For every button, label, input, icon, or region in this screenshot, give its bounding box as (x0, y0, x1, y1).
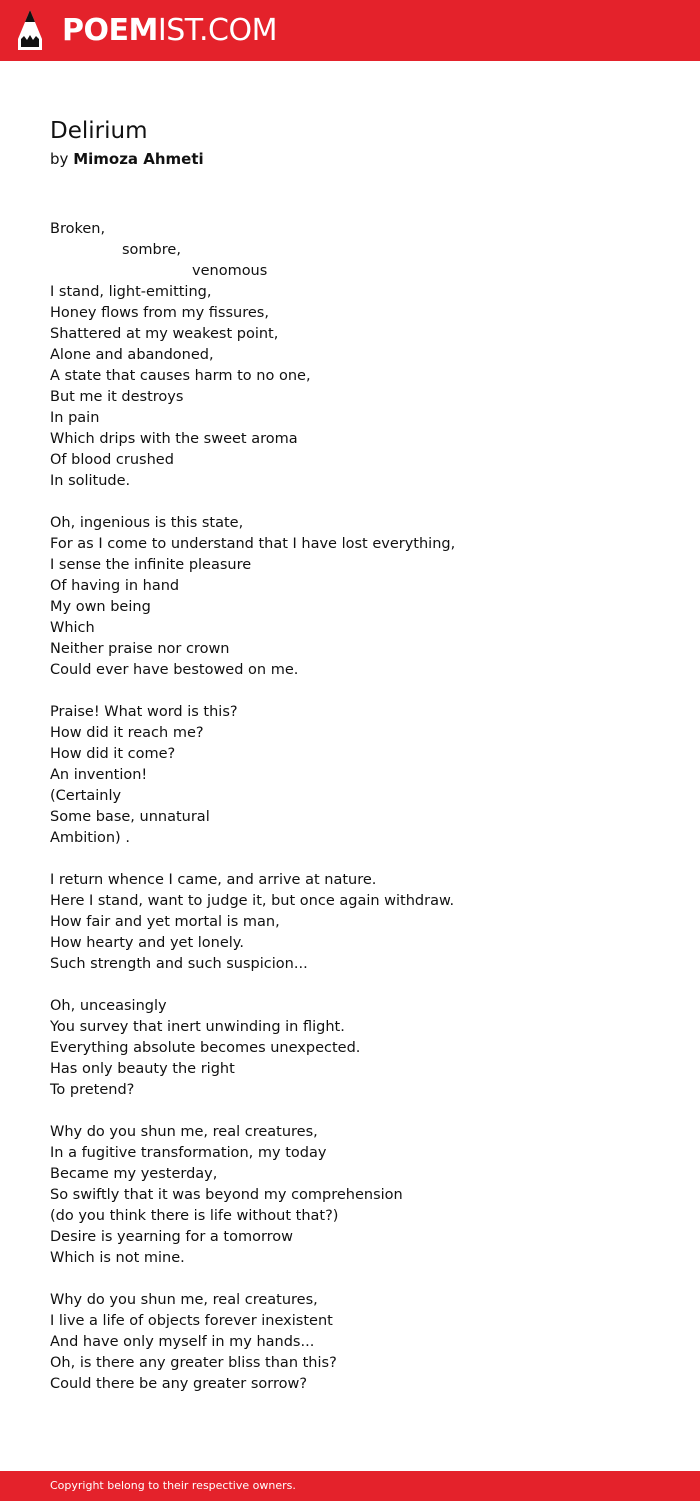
poem-line: Here I stand, want to judge it, but once again withdraw. (50, 893, 455, 909)
poem-line: Why do you shun me, real creatures, (50, 1292, 318, 1308)
poem-line: You survey that inert unwinding in flight. (50, 1019, 345, 1035)
poem-line: I stand, light-emitting, (50, 284, 212, 300)
poem-title: Delirium (50, 118, 148, 144)
site-header (0, 0, 700, 61)
stanza-break (50, 975, 670, 996)
poem-line: I live a life of objects forever inexistent (50, 1313, 333, 1329)
poem-line: Became my yesterday, (50, 1166, 218, 1182)
poem-line: Of having in hand (50, 578, 180, 594)
poem-line: Praise! What word is this? (50, 704, 238, 720)
poem-line: Oh, ingenious is this state, (50, 515, 244, 531)
poem-line: Ambition) . (50, 830, 130, 846)
poem-line: Such strength and such suspicion... (50, 956, 308, 972)
byline (50, 149, 204, 169)
poem-line: How did it reach me? (50, 725, 204, 741)
poem-line: I sense the infinite pleasure (50, 557, 252, 573)
poem-line: Broken, (50, 221, 106, 237)
poem-line: Some base, unnatural (50, 809, 210, 825)
poem-line: How hearty and yet lonely. (50, 935, 244, 951)
poem-line: Desire is yearning for a tomorrow (50, 1229, 294, 1245)
poem-line: Why do you shun me, real creatures, (50, 1124, 318, 1140)
poem-line: How fair and yet mortal is man, (50, 914, 280, 930)
poem-line: Could ever have bestowed on me. (50, 662, 299, 678)
poem-line: To pretend? (50, 1082, 135, 1098)
poem-line: venomous (192, 263, 268, 279)
poem-line: An invention! (50, 767, 148, 783)
poem-line: In pain (50, 410, 100, 426)
poem-line: Shattered at my weakest point, (50, 326, 279, 342)
poem-line: sombre, (122, 242, 181, 258)
stanza-break (50, 1269, 670, 1290)
site-brand[interactable] (62, 13, 277, 49)
stanza-break (50, 681, 670, 702)
poem-line: How did it come? (50, 746, 176, 762)
poem-line: (do you think there is life without that?) (50, 1208, 339, 1224)
poem-line: Neither praise nor crown (50, 641, 230, 657)
stanza-break (50, 1101, 670, 1122)
poem-body (50, 219, 670, 1395)
author-name[interactable]: Mimoza Ahmeti (73, 150, 204, 168)
poem-line: In a fugitive transformation, my today (50, 1145, 327, 1161)
stanza-break (50, 492, 670, 513)
poem-line: Which drips with the sweet aroma (50, 431, 298, 447)
poem-line: Which (50, 620, 95, 636)
poem-line: Oh, is there any greater bliss than this? (50, 1355, 337, 1371)
poem-line: But me it destroys (50, 389, 184, 405)
poem-line: Oh, unceasingly (50, 998, 167, 1014)
poem-line: Everything absolute becomes unexpected. (50, 1040, 361, 1056)
poem-line: Honey flows from my fissures, (50, 305, 269, 321)
poem-line: A state that causes harm to no one, (50, 368, 311, 384)
pencil-logo-icon[interactable] (17, 9, 43, 51)
site-footer (0, 1471, 700, 1501)
poem-line: And have only myself in my hands... (50, 1334, 315, 1350)
by-label: by (50, 150, 69, 168)
poem-line: Which is not mine. (50, 1250, 185, 1266)
poem-line: I return whence I came, and arrive at nature. (50, 872, 377, 888)
poem-line: Of blood crushed (50, 452, 174, 468)
stanza-break (50, 849, 670, 870)
poem-line: So swiftly that it was beyond my comprehension (50, 1187, 403, 1203)
poem-line: My own being (50, 599, 151, 615)
brand-rest: IST.COM (157, 13, 277, 48)
poem-line: For as I come to understand that I have lost everything, (50, 536, 456, 552)
poem-line: Has only beauty the right (50, 1061, 235, 1077)
poem-line: (Certainly (50, 788, 122, 804)
poem-line: In solitude. (50, 473, 131, 489)
poem-line: Alone and abandoned, (50, 347, 214, 363)
poem-line: Could there be any greater sorrow? (50, 1376, 308, 1392)
copyright-notice: Copyright belong to their respective owners. (50, 1479, 296, 1492)
brand-bold: POEM (62, 13, 158, 48)
